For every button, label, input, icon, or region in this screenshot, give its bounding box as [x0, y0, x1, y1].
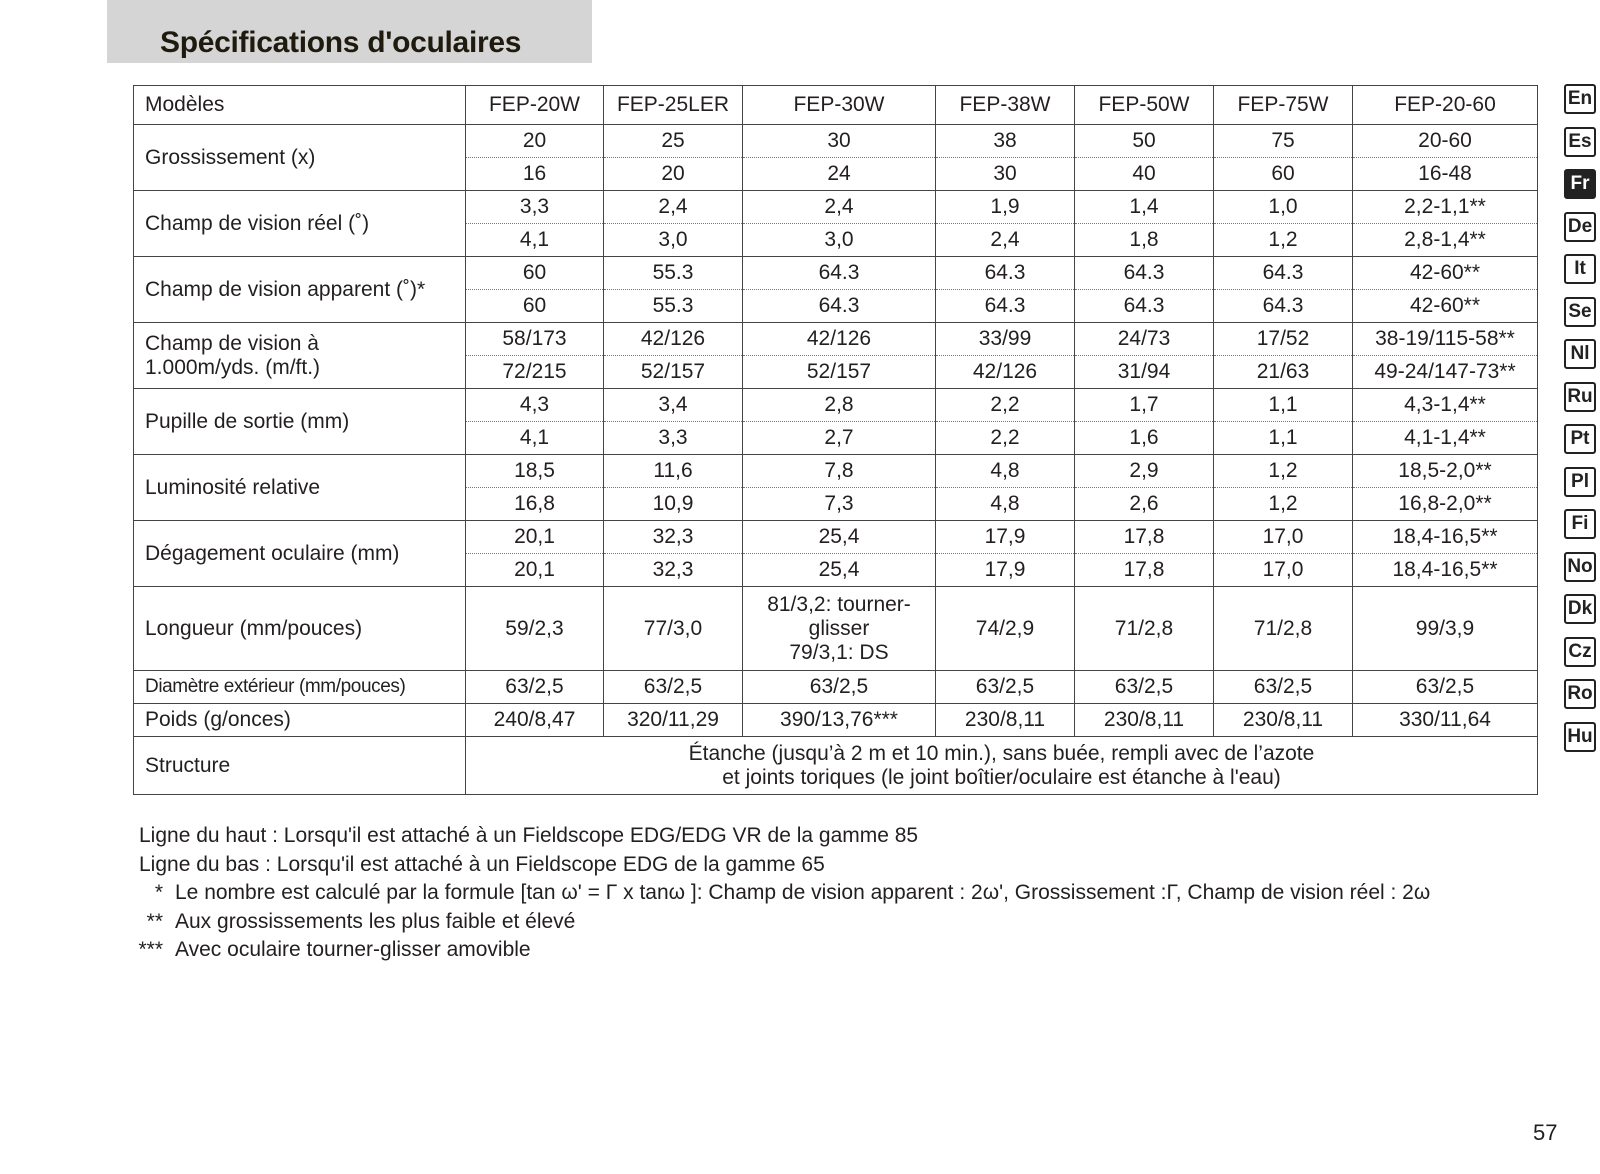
- value-cell-bottom: 64.3: [1075, 290, 1214, 323]
- value-cell-bottom: 55.3: [604, 290, 743, 323]
- value-cell-top: 4,3-1,4**: [1353, 389, 1538, 422]
- value-cell: 63/2,5: [466, 671, 604, 704]
- value-cell-bottom: 4,8: [936, 488, 1075, 521]
- value-cell-bottom: 2,8-1,4**: [1353, 224, 1538, 257]
- page-number: 57: [1533, 1120, 1558, 1145]
- spec-row-diameter: [134, 671, 1538, 704]
- value-cell-bottom: 72/215: [466, 356, 604, 389]
- value-cell-bottom: 24: [743, 158, 936, 191]
- language-tab-fr[interactable]: Fr: [1564, 169, 1596, 199]
- value-cell-bottom: 64.3: [743, 290, 936, 323]
- value-cell-bottom: 7,3: [743, 488, 936, 521]
- language-tab-ro[interactable]: Ro: [1564, 679, 1596, 709]
- value-cell-top: 75: [1214, 125, 1353, 158]
- value-cell-top: 60: [466, 257, 604, 290]
- value-cell-top: 32,3: [604, 521, 743, 554]
- value-cell-bottom: 10,9: [604, 488, 743, 521]
- value-cell-bottom: 42/126: [936, 356, 1075, 389]
- value-cell: [743, 587, 936, 671]
- value-cell: 63/2,5: [604, 671, 743, 704]
- row-label: [134, 323, 466, 389]
- value-cell-top: 58/173: [466, 323, 604, 356]
- language-tab-nl[interactable]: Nl: [1564, 339, 1596, 369]
- value-cell-bottom: 3,0: [743, 224, 936, 257]
- language-tab-cz[interactable]: Cz: [1564, 637, 1596, 667]
- model-header: FEP-75W: [1214, 86, 1353, 125]
- value-cell-top: 17,8: [1075, 521, 1214, 554]
- row-label: Champ de vision réel (˚): [134, 191, 466, 257]
- value-cell-bottom: 16-48: [1353, 158, 1538, 191]
- row-label: Poids (g/onces): [134, 704, 466, 737]
- value-cell-top: 25: [604, 125, 743, 158]
- value-cell-bottom: 42-60**: [1353, 290, 1538, 323]
- footnote-mark: *: [154, 881, 163, 904]
- value-cell-bottom: 25,4: [743, 554, 936, 587]
- value-cell-top: 18,5-2,0**: [1353, 455, 1538, 488]
- title-banner: [107, 0, 592, 63]
- row-label: Grossissement (x): [134, 125, 466, 191]
- value-cell: 230/8,11: [1214, 704, 1353, 737]
- row-label: Diamètre extérieur (mm/pouces): [134, 671, 466, 704]
- value-cell-top: 2,2: [936, 389, 1075, 422]
- value-cell-top: 3,4: [604, 389, 743, 422]
- row-label: Modèles: [134, 86, 466, 125]
- language-tab-fi[interactable]: Fi: [1564, 509, 1596, 539]
- value-cell-top: 64.3: [1214, 257, 1353, 290]
- spec-row-structure: [134, 737, 1538, 795]
- model-header: FEP-25LER: [604, 86, 743, 125]
- model-header: FEP-20W: [466, 86, 604, 125]
- value-cell-top: 7,8: [743, 455, 936, 488]
- value-cell: 59/2,3: [466, 587, 604, 671]
- value-cell-top: 24/73: [1075, 323, 1214, 356]
- structure-line: et joints toriques (le joint boîtier/oculaire est étanche à l'eau): [722, 765, 1281, 789]
- value-cell: 320/11,29: [604, 704, 743, 737]
- value-cell-top: 1,9: [936, 191, 1075, 224]
- language-tab-ru[interactable]: Ru: [1564, 382, 1596, 412]
- value-cell-top: 2,4: [743, 191, 936, 224]
- spec-row-brightness: [134, 455, 1538, 488]
- value-cell-top: 4,3: [466, 389, 604, 422]
- value-cell-bottom: 4,1-1,4**: [1353, 422, 1538, 455]
- value-cell-top: 1,1: [1214, 389, 1353, 422]
- footnote-mark: **: [146, 909, 163, 933]
- value-cell-bottom: 1,8: [1075, 224, 1214, 257]
- value-cell-bottom: 17,0: [1214, 554, 1353, 587]
- value-cell-bottom: 18,4-16,5**: [1353, 554, 1538, 587]
- value-cell: 240/8,47: [466, 704, 604, 737]
- notes: [139, 822, 1430, 965]
- value-cell-top: 18,5: [466, 455, 604, 488]
- spec-row-real-fov: [134, 191, 1538, 224]
- spec-row-exit-pupil: [134, 389, 1538, 422]
- value-cell-top: 33/99: [936, 323, 1075, 356]
- language-tab-de[interactable]: De: [1564, 212, 1596, 242]
- value-cell-top: 2,8: [743, 389, 936, 422]
- value-cell-bottom: 4,1: [466, 422, 604, 455]
- row-label: Structure: [134, 737, 466, 795]
- value-cell-top: 42/126: [604, 323, 743, 356]
- value-cell-top: 17/52: [1214, 323, 1353, 356]
- structure-cell: [466, 737, 1538, 795]
- value-cell-bottom: 30: [936, 158, 1075, 191]
- spec-row-length: [134, 587, 1538, 671]
- spec-row-eye-relief: [134, 521, 1538, 554]
- footnote-mark: ***: [138, 938, 163, 961]
- value-cell-bottom: 2,7: [743, 422, 936, 455]
- value-cell-bottom: 1,2: [1214, 224, 1353, 257]
- value-line: 79/3,1: DS: [789, 640, 889, 664]
- spec-row-magnification: [134, 125, 1538, 158]
- value-cell: 230/8,11: [936, 704, 1075, 737]
- value-cell: 63/2,5: [1353, 671, 1538, 704]
- value-cell: 63/2,5: [1075, 671, 1214, 704]
- model-header: FEP-38W: [936, 86, 1075, 125]
- value-cell-top: 18,4-16,5**: [1353, 521, 1538, 554]
- value-cell-bottom: 16,8: [466, 488, 604, 521]
- value-cell-top: 1,7: [1075, 389, 1214, 422]
- value-cell-bottom: 52/157: [743, 356, 936, 389]
- row-label: Luminosité relative: [134, 455, 466, 521]
- language-tab-hu[interactable]: Hu: [1564, 722, 1596, 752]
- value-line: glisser: [808, 616, 870, 640]
- value-cell-top: 30: [743, 125, 936, 158]
- value-cell-top: 1,4: [1075, 191, 1214, 224]
- footnote-text: Le nombre est calculé par la formule [tan ω' = Γ x tanω ]: Champ de vision apparent : 2ω', Grossissement :Γ, Champ de vision réel : 2ω: [175, 881, 1431, 904]
- value-cell-bottom: 40: [1075, 158, 1214, 191]
- value-cell-bottom: 1,1: [1214, 422, 1353, 455]
- row-label: Longueur (mm/pouces): [134, 587, 466, 671]
- value-cell-top: 2,4: [604, 191, 743, 224]
- value-cell: 71/2,8: [1075, 587, 1214, 671]
- value-cell-bottom: 2,2: [936, 422, 1075, 455]
- value-cell: 71/2,8: [1214, 587, 1353, 671]
- value-cell: 63/2,5: [743, 671, 936, 704]
- value-cell-bottom: 60: [1214, 158, 1353, 191]
- model-header: FEP-50W: [1075, 86, 1214, 125]
- value-cell-bottom: 2,4: [936, 224, 1075, 257]
- value-cell-bottom: 31/94: [1075, 356, 1214, 389]
- value-cell-top: 1,2: [1214, 455, 1353, 488]
- value-cell-top: 55.3: [604, 257, 743, 290]
- value-line: 81/3,2: tourner-: [767, 592, 911, 616]
- language-tab-se[interactable]: Se: [1564, 297, 1596, 327]
- value-cell-top: 11,6: [604, 455, 743, 488]
- value-cell-top: 50: [1075, 125, 1214, 158]
- value-cell-bottom: 64.3: [1214, 290, 1353, 323]
- value-cell-bottom: 1,6: [1075, 422, 1214, 455]
- footnote-text: Aux grossissements les plus faible et élevé: [175, 909, 576, 933]
- row-label: Dégagement oculaire (mm): [134, 521, 466, 587]
- language-tab-en[interactable]: En: [1564, 84, 1596, 114]
- value-cell-bottom: 4,1: [466, 224, 604, 257]
- language-tab-pt[interactable]: Pt: [1564, 424, 1596, 454]
- row-label-line: 1.000m/yds. (m/ft.): [145, 355, 321, 379]
- footnote: [139, 936, 1430, 965]
- value-cell-bottom: 17,9: [936, 554, 1075, 587]
- value-cell-bottom: 16: [466, 158, 604, 191]
- value-cell: 77/3,0: [604, 587, 743, 671]
- model-header: FEP-20-60: [1353, 86, 1538, 125]
- value-cell-top: 1,0: [1214, 191, 1353, 224]
- value-cell-top: 64.3: [936, 257, 1075, 290]
- value-cell: 63/2,5: [1214, 671, 1353, 704]
- value-cell-top: 20,1: [466, 521, 604, 554]
- row-label: Pupille de sortie (mm): [134, 389, 466, 455]
- value-cell-top: 17,9: [936, 521, 1075, 554]
- structure-line: Étanche (jusqu’à 2 m et 10 min.), sans buée, rempli avec de l’azote: [688, 741, 1315, 765]
- value-cell-bottom: 2,6: [1075, 488, 1214, 521]
- value-cell-bottom: 49-24/147-73**: [1353, 356, 1538, 389]
- value-cell-top: 25,4: [743, 521, 936, 554]
- value-cell: 330/11,64: [1353, 704, 1538, 737]
- value-cell-top: 42-60**: [1353, 257, 1538, 290]
- footnote: [139, 908, 1430, 937]
- note-top-line: Ligne du haut : Lorsqu'il est attaché à un Fieldscope EDG/EDG VR de la gamme 85: [139, 824, 919, 847]
- value-cell-bottom: 32,3: [604, 554, 743, 587]
- value-cell-bottom: 20,1: [466, 554, 604, 587]
- language-tabs: [1564, 84, 1598, 764]
- value-cell-top: 42/126: [743, 323, 936, 356]
- language-tab-pl[interactable]: Pl: [1564, 467, 1596, 497]
- value-cell-top: 64.3: [743, 257, 936, 290]
- value-cell-top: 20-60: [1353, 125, 1538, 158]
- spec-table: [133, 85, 1538, 795]
- value-cell: 99/3,9: [1353, 587, 1538, 671]
- value-cell-bottom: 3,3: [604, 422, 743, 455]
- value-cell-top: 2,2-1,1**: [1353, 191, 1538, 224]
- value-cell: 230/8,11: [1075, 704, 1214, 737]
- language-tab-es[interactable]: Es: [1564, 127, 1596, 157]
- value-cell-bottom: 3,0: [604, 224, 743, 257]
- value-cell: 63/2,5: [936, 671, 1075, 704]
- value-cell: 74/2,9: [936, 587, 1075, 671]
- footnote: [139, 879, 1430, 908]
- model-header: FEP-30W: [743, 86, 936, 125]
- note-bottom-line: Ligne du bas : Lorsqu'il est attaché à un Fieldscope EDG de la gamme 65: [139, 852, 825, 876]
- value-cell-top: 38-19/115-58**: [1353, 323, 1538, 356]
- value-cell-bottom: 17,8: [1075, 554, 1214, 587]
- value-cell: 390/13,76***: [743, 704, 936, 737]
- value-cell-bottom: 52/157: [604, 356, 743, 389]
- header-row: [134, 86, 1538, 125]
- value-cell-bottom: 21/63: [1214, 356, 1353, 389]
- row-label: Champ de vision apparent (˚)*: [134, 257, 466, 323]
- spec-row-fov-1000: [134, 323, 1538, 356]
- language-tab-dk[interactable]: Dk: [1564, 594, 1596, 624]
- page-title: Spécifications d'oculaires: [160, 26, 522, 59]
- value-cell-top: 2,9: [1075, 455, 1214, 488]
- value-cell-top: 64.3: [1075, 257, 1214, 290]
- language-tab-it[interactable]: It: [1564, 254, 1596, 284]
- value-cell-top: 20: [466, 125, 604, 158]
- footnote-text: Avec oculaire tourner-glisser amovible: [175, 938, 531, 961]
- spec-row-apparent-fov: [134, 257, 1538, 290]
- language-tab-no[interactable]: No: [1564, 552, 1596, 582]
- value-cell-top: 4,8: [936, 455, 1075, 488]
- value-cell-bottom: 64.3: [936, 290, 1075, 323]
- value-cell-bottom: 1,2: [1214, 488, 1353, 521]
- value-cell-bottom: 60: [466, 290, 604, 323]
- spec-row-weight: [134, 704, 1538, 737]
- row-label-line: Champ de vision à: [145, 331, 319, 355]
- value-cell-top: 38: [936, 125, 1075, 158]
- value-cell-bottom: 20: [604, 158, 743, 191]
- value-cell-top: 3,3: [466, 191, 604, 224]
- value-cell-top: 17,0: [1214, 521, 1353, 554]
- value-cell-bottom: 16,8-2,0**: [1353, 488, 1538, 521]
